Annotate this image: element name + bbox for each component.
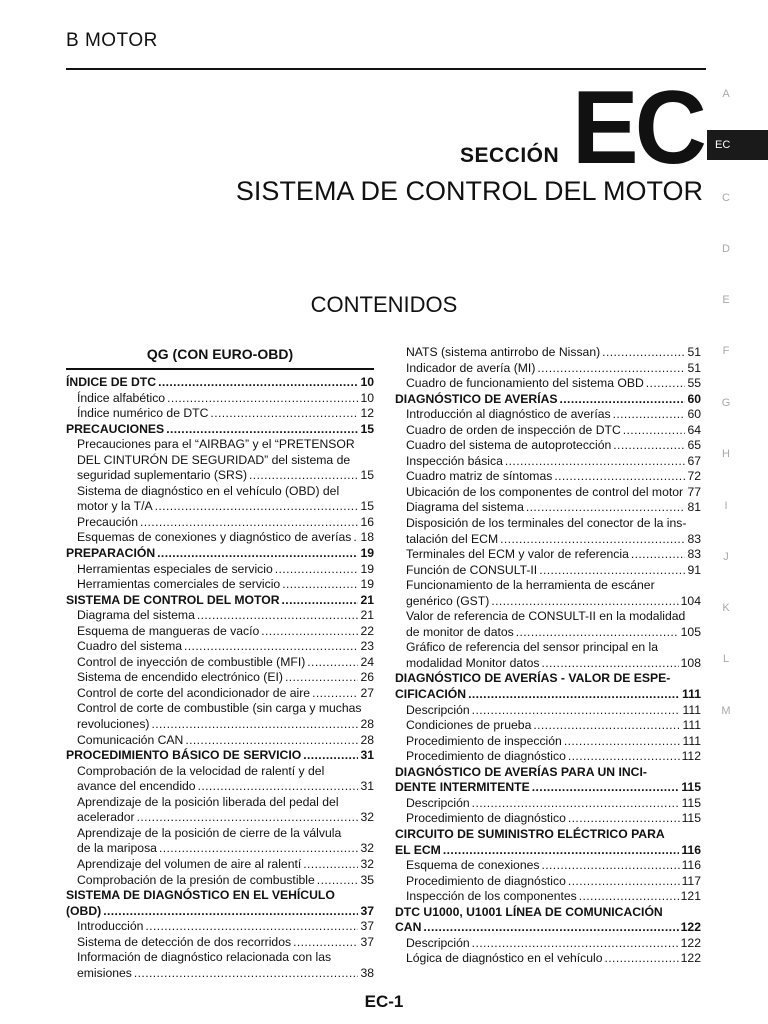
toc-entry-title: Cuadro de funcionamiento del sistema OBD [406, 376, 644, 391]
toc-leader-dots [210, 406, 358, 422]
toc-entry-title: Comprobación de la velocidad de ralentí y del [77, 763, 325, 778]
toc-page-number: 37 [360, 903, 374, 918]
toc-entry-title: CAN [395, 920, 422, 935]
toc-entry[interactable] [66, 437, 374, 484]
toc-leader-dots [159, 841, 358, 857]
toc-entry-title: Inspección de los componentes [406, 889, 577, 904]
toc-page-number: 15 [360, 421, 374, 436]
toc-leader-dots [137, 810, 359, 826]
toc-leader-dots [249, 468, 358, 484]
toc-page-number: 37 [360, 919, 374, 934]
toc-page-number: 60 [687, 407, 701, 422]
toc-leader-dots [197, 608, 359, 624]
toc-leader-dots [151, 717, 358, 733]
toc-entry[interactable] [395, 951, 701, 967]
toc-leader-dots [103, 904, 358, 920]
toc-entry[interactable] [66, 530, 374, 546]
toc-page-number: 26 [360, 670, 374, 685]
toc-page-number: 77 [687, 484, 701, 499]
toc-entry-title: Aprendizaje de la posición de cierre de la válvula [77, 825, 342, 840]
toc-leader-dots [285, 670, 358, 686]
toc-page-number: 18 [360, 530, 374, 545]
toc-entry-title: Esquemas de conexiones y diagnóstico de averías [77, 530, 352, 545]
toc-leader-dots [275, 562, 359, 578]
toc-page-number: 122 [680, 951, 701, 966]
index-tab-j[interactable]: J [723, 551, 729, 563]
toc-entry[interactable] [66, 795, 374, 826]
toc-page-number: 23 [360, 639, 374, 654]
toc-page-number: 112 [681, 749, 701, 764]
toc-page-number: 60 [687, 391, 701, 406]
seccion-label: SECCIÓN [460, 144, 560, 167]
index-tab-ec[interactable]: EC [707, 130, 768, 160]
index-tab-h[interactable]: H [722, 448, 730, 460]
toc-page-number: 122 [680, 920, 701, 935]
toc-entry-title: Cuadro del sistema [77, 639, 182, 654]
toc-leader-dots [155, 499, 359, 515]
toc-entry[interactable] [66, 608, 374, 624]
toc-entry[interactable] [395, 423, 701, 439]
toc-section-heading[interactable] [395, 671, 701, 702]
toc-page-number: 111 [682, 718, 701, 733]
toc-entry-title: EL ECM [395, 842, 441, 857]
toc-leader-dots [184, 639, 358, 655]
toc-page-number: 19 [360, 561, 374, 576]
toc-leader-dots [307, 655, 358, 671]
toc-page-number: 51 [687, 360, 701, 375]
toc-page-number: 122 [680, 935, 701, 950]
toc-entry[interactable] [395, 889, 701, 905]
toc-page-number: 117 [681, 873, 701, 888]
toc-entry[interactable] [66, 764, 374, 795]
toc-leader-dots [554, 469, 685, 485]
index-tab-i[interactable]: I [724, 500, 728, 512]
toc-entry[interactable] [66, 733, 374, 749]
toc-page-number: 32 [360, 856, 374, 871]
toc-entry[interactable] [395, 640, 701, 671]
toc-entry-title: Disposición de los terminales del conector de la ins- [406, 516, 687, 531]
toc-page-number: 28 [360, 717, 374, 732]
toc-entry[interactable] [66, 484, 374, 515]
toc-entry-title: Descripción [406, 935, 470, 950]
toc-page-number: 115 [681, 811, 701, 826]
toc-leader-dots [353, 530, 358, 546]
toc-entry-title: Funcionamiento de la herramienta de escáner [406, 578, 655, 593]
toc-entry-title: (OBD) [66, 903, 102, 918]
toc-page-number: 10 [360, 390, 374, 405]
toc-leader-dots [613, 407, 686, 423]
toc-page-number: 108 [680, 655, 701, 670]
toc-section-heading[interactable] [66, 888, 374, 919]
toc-leader-dots [491, 594, 678, 610]
toc-page-number: 19 [360, 577, 374, 592]
index-tab-l[interactable]: L [722, 653, 730, 665]
toc-entry-title: avance del encendido [77, 779, 196, 794]
toc-leader-dots [158, 375, 358, 391]
toc-page-number: 115 [681, 795, 701, 810]
toc-entry-title: de la mariposa [77, 841, 157, 856]
toc-entry[interactable] [395, 516, 701, 547]
toc-entry[interactable] [395, 811, 701, 827]
toc-page-number: 81 [687, 500, 701, 515]
toc-entry-title: DIAGNÓSTICO DE AVERÍAS - VALOR DE ESPE- [395, 671, 671, 686]
toc-page-number: 15 [360, 468, 374, 483]
group-label: B MOTOR [66, 30, 158, 51]
toc-entry-title: Esquema de conexiones [406, 858, 540, 873]
toc-section-heading[interactable] [395, 827, 701, 858]
toc-entry-title: Sistema de encendido electrónico (EI) [77, 670, 283, 685]
toc-page-number: 15 [360, 499, 374, 514]
toc-entry-title: seguridad suplementario (SRS) [77, 468, 248, 483]
toc-column-left [66, 345, 374, 981]
toc-list-left [66, 375, 374, 981]
toc-leader-dots [537, 361, 685, 377]
toc-leader-dots [303, 748, 358, 764]
toc-entry-title: PRECAUCIONES [66, 421, 165, 436]
toc-leader-dots [526, 500, 686, 516]
toc-page-number: 116 [681, 858, 701, 873]
toc-page-number: 38 [360, 965, 374, 980]
toc-page-number: 21 [360, 608, 374, 623]
toc-entry-title: Lógica de diagnóstico en el vehículo [406, 951, 603, 966]
toc-page-number: 19 [360, 546, 374, 561]
toc-entry-title: PREPARACIÓN [66, 546, 156, 561]
toc-page-number: 116 [681, 842, 701, 857]
toc-leader-dots [500, 532, 685, 548]
toc-entry-title: PROCEDIMIENTO BÁSICO DE SERVICIO [66, 748, 302, 763]
index-tab-m[interactable]: M [721, 705, 731, 717]
toc-section-heading[interactable] [66, 748, 374, 764]
toc-page-number: 10 [360, 375, 374, 389]
toc-entry-title: DIAGNÓSTICO DE AVERÍAS PARA UN INCI- [395, 764, 647, 779]
toc-entry-title: modalidad Monitor datos [406, 655, 540, 670]
toc-leader-dots [145, 919, 358, 935]
toc-leader-dots [541, 858, 679, 874]
toc-leader-dots [472, 703, 681, 719]
toc-entry-title: Terminales del ECM y valor de referencia [406, 547, 629, 562]
toc-entry-title: Aprendizaje del volumen de aire al ralentí [77, 856, 302, 871]
toc-entry-title: Aprendizaje de la posición liberada del pedal del [77, 794, 339, 809]
toc-section-heading[interactable] [395, 765, 701, 796]
toc-entry-title: SISTEMA DE CONTROL DEL MOTOR [66, 592, 280, 607]
toc-entry[interactable] [395, 749, 701, 765]
toc-page-number: 72 [687, 469, 701, 484]
toc-leader-dots [602, 345, 685, 361]
toc-leader-dots [317, 873, 359, 889]
toc-leader-dots [505, 454, 686, 470]
toc-entry-title: talación del ECM [406, 531, 499, 546]
toc-entry-title: Valor de referencia de CONSULT-II en la modalidad [406, 609, 686, 624]
toc-leader-dots [613, 438, 685, 454]
toc-page-number: 35 [360, 872, 374, 887]
toc-leader-dots [539, 563, 685, 579]
section-title: SISTEMA DE CONTROL DEL MOTOR [235, 176, 703, 206]
index-tab-a[interactable]: A [722, 88, 730, 100]
toc-entry-title: Procedimiento de inspección [406, 733, 562, 748]
toc-entry-title: DENTE INTERMITENTE [395, 780, 530, 795]
toc-section-heading[interactable] [395, 392, 701, 408]
toc-entry-title: genérico (GST) [406, 593, 490, 608]
toc-entry[interactable] [395, 874, 701, 890]
toc-entry[interactable] [66, 515, 374, 531]
toc-page-number: 64 [687, 422, 701, 437]
toc-entry-title: DEL CINTURÓN DE SEGURIDAD” del sistema de [77, 452, 351, 467]
toc-entry-title: Procedimiento de diagnóstico [406, 873, 566, 888]
toc-page-number: 121 [680, 889, 701, 904]
toc-entry-title: Herramientas especiales de servicio [77, 561, 273, 576]
toc-page-number: 37 [360, 934, 374, 949]
toc-entry-title: Función de CONSULT-II [406, 562, 538, 577]
toc-entry[interactable] [395, 858, 701, 874]
toc-leader-dots [568, 749, 680, 765]
toc-entry-title: emisiones [77, 965, 132, 980]
toc-leader-dots [560, 392, 686, 408]
toc-entry[interactable] [395, 936, 701, 952]
toc-entry-title: Procedimiento de diagnóstico [406, 811, 566, 826]
toc-leader-dots [443, 843, 680, 859]
toc-page-number: 27 [360, 685, 374, 700]
toc-page-number: 111 [682, 733, 701, 748]
toc-page-number: 83 [687, 531, 701, 546]
index-tab-f[interactable]: F [722, 345, 730, 357]
toc-entry[interactable] [395, 718, 701, 734]
toc-entry-title: revoluciones) [77, 717, 150, 732]
toc-column-right [395, 345, 701, 967]
toc-entry[interactable] [66, 391, 374, 407]
toc-entry-title: DTC U1000, U1001 LÍNEA DE COMUNICACIÓN [395, 904, 663, 919]
toc-entry[interactable] [66, 701, 374, 732]
toc-page-number: 55 [687, 376, 701, 391]
toc-entry[interactable] [395, 485, 701, 501]
toc-page-number: 65 [687, 438, 701, 453]
toc-entry[interactable] [66, 935, 374, 951]
toc-entry[interactable] [66, 670, 374, 686]
toc-leader-dots [134, 966, 359, 982]
toc-entry-title: Descripción [406, 795, 470, 810]
toc-entry-title: Introducción [77, 919, 144, 934]
toc-entry[interactable] [395, 796, 701, 812]
toc-entry[interactable] [66, 577, 374, 593]
toc-leader-dots [261, 624, 358, 640]
toc-leader-dots [541, 656, 678, 672]
toc-entry[interactable] [66, 655, 374, 671]
toc-entry[interactable] [66, 686, 374, 702]
toc-page-number: 83 [687, 547, 701, 562]
index-tab-g[interactable]: G [721, 397, 731, 409]
section-code: EC [572, 70, 704, 186]
toc-entry-title: Sistema de detección de dos recorridos [77, 934, 292, 949]
toc-entry-title: Control de corte del acondicionador de aire [77, 685, 311, 700]
toc-entry-title: Gráfico de referencia del sensor principal en la [406, 640, 659, 655]
toc-entry-title: Ubicación de los componentes de control del motor [406, 484, 684, 499]
toc-entry[interactable] [66, 857, 374, 873]
toc-leader-dots [282, 577, 358, 593]
toc-entry-title: Condiciones de prueba [406, 718, 532, 733]
toc-entry[interactable] [395, 500, 701, 516]
toc-entry-title: Índice numérico de DTC [77, 406, 209, 421]
toc-page-number: 16 [360, 514, 374, 529]
toc-page-number: 91 [687, 562, 701, 577]
toc-page-number: 32 [360, 810, 374, 825]
toc-leader-dots [303, 857, 358, 873]
toc-leader-dots [631, 547, 686, 563]
toc-entry-title: CIFICACIÓN [395, 687, 467, 702]
toc-entry-title: Comunicación CAN [77, 732, 184, 747]
toc-leader-dots [568, 811, 680, 827]
toc-page-number: 111 [682, 687, 701, 702]
toc-leader-dots [579, 889, 679, 905]
toc-leader-dots [312, 686, 358, 702]
toc-leader-dots [472, 936, 679, 952]
toc-entry[interactable] [395, 407, 701, 423]
toc-entry[interactable] [395, 563, 701, 579]
toc-leader-dots [293, 935, 358, 951]
toc-page-number: 111 [682, 702, 701, 717]
toc-entry[interactable] [66, 873, 374, 889]
toc-leader-dots [167, 391, 358, 407]
toc-leader-dots [533, 718, 680, 734]
contents-title: CONTENIDOS [310, 292, 458, 317]
toc-entry-title: ÍNDICE DE DTC [66, 375, 157, 389]
toc-leader-dots [646, 376, 686, 392]
toc-leader-dots [623, 423, 686, 439]
toc-page-number: 24 [360, 654, 374, 669]
toc-entry-title: Herramientas comerciales de servicio [77, 577, 281, 592]
toc-leader-dots [605, 951, 679, 967]
toc-leader-dots [423, 920, 678, 936]
toc-entry-title: Descripción [406, 702, 470, 717]
toc-section-heading[interactable] [66, 546, 374, 562]
toc-page-number: 12 [360, 406, 374, 421]
toc-entry[interactable] [66, 919, 374, 935]
toc-entry-title: CIRCUITO DE SUMINISTRO ELÉCTRICO PARA [395, 826, 665, 841]
toc-leader-dots [472, 796, 680, 812]
toc-section-heading[interactable] [66, 593, 374, 609]
index-tab-c[interactable]: C [722, 192, 730, 204]
toc-page-number: 22 [360, 623, 374, 638]
toc-entry-title: Cuadro de orden de inspección de DTC [406, 422, 621, 437]
toc-group-rule [66, 368, 374, 370]
toc-leader-dots [516, 625, 679, 641]
toc-page-number: 21 [360, 592, 374, 607]
toc-leader-dots [468, 687, 680, 703]
toc-entry-title: Cuadro matriz de síntomas [406, 469, 553, 484]
toc-entry-title: Diagrama del sistema [406, 500, 524, 515]
toc-page-number: 31 [360, 779, 374, 794]
toc-entry[interactable] [395, 734, 701, 750]
toc-entry-title: Control de corte de combustible (sin carga y muchas [77, 701, 362, 716]
toc-entry-title: motor y la T/A [77, 499, 153, 514]
toc-entry-title: SISTEMA DE DIAGNÓSTICO EN EL VEHÍCULO [66, 888, 335, 903]
toc-entry[interactable] [66, 826, 374, 857]
toc-entry[interactable] [66, 624, 374, 640]
toc-entry-title: Control de inyección de combustible (MFI) [77, 654, 306, 669]
toc-entry-title: Precauciones para el “AIRBAG” y el “PRETENSOR [77, 437, 355, 452]
toc-page-number: 28 [360, 732, 374, 747]
toc-entry[interactable] [395, 547, 701, 563]
toc-list-right [395, 345, 701, 967]
toc-entry[interactable] [66, 639, 374, 655]
toc-entry[interactable] [395, 578, 701, 609]
toc-entry-title: Indicador de avería (MI) [406, 360, 536, 375]
toc-entry[interactable] [66, 950, 374, 981]
index-tab-d[interactable]: D [722, 243, 730, 255]
toc-entry-title: Comprobación de la presión de combustible [77, 872, 315, 887]
toc-leader-dots [166, 422, 358, 438]
toc-leader-dots [568, 874, 680, 890]
toc-entry[interactable] [395, 703, 701, 719]
toc-entry[interactable] [395, 469, 701, 485]
toc-leader-dots [157, 546, 358, 562]
toc-entry-title: Sistema de diagnóstico en el vehículo (OBD) del [77, 483, 340, 498]
toc-entry[interactable] [395, 345, 701, 361]
toc-entry-title: Esquema de mangueras de vacío [77, 623, 260, 638]
toc-page-number: 67 [687, 453, 701, 468]
toc-entry-title: Información de diagnóstico relacionada con las [77, 950, 332, 965]
toc-page-number: 31 [360, 748, 374, 763]
toc-page-number: 51 [687, 345, 701, 359]
toc-leader-dots [282, 593, 359, 609]
toc-entry-title: acelerador [77, 810, 135, 825]
toc-entry[interactable] [395, 361, 701, 377]
toc-entry-title: Inspección básica [406, 453, 503, 468]
toc-page-number: 32 [360, 841, 374, 856]
toc-leader-dots [532, 780, 680, 796]
toc-entry-title: Introducción al diagnóstico de averías [406, 407, 611, 422]
toc-entry-title: Precaución [77, 514, 138, 529]
toc-leader-dots [198, 779, 359, 795]
toc-entry[interactable] [395, 454, 701, 470]
toc-page-number: 105 [680, 624, 701, 639]
toc-leader-dots [185, 733, 358, 749]
toc-entry[interactable] [395, 376, 701, 392]
toc-entry[interactable] [66, 406, 374, 422]
toc-leader-dots [140, 515, 358, 531]
toc-entry-title: DIAGNÓSTICO DE AVERÍAS [395, 391, 558, 406]
toc-section-heading[interactable] [66, 375, 374, 391]
toc-entry-title: Índice alfabético [77, 390, 166, 405]
index-tab-k[interactable]: K [722, 602, 730, 614]
toc-entry-title: NATS (sistema antirrobo de Nissan) [406, 345, 601, 359]
toc-leader-dots [564, 734, 681, 750]
toc-group-heading: QG (CON EURO-OBD) [146, 346, 294, 362]
toc-section-heading[interactable] [66, 422, 374, 438]
toc-page-number: 104 [680, 593, 701, 608]
toc-entry-title: de monitor de datos [406, 624, 514, 639]
toc-entry-title: Diagrama del sistema [77, 608, 195, 623]
toc-entry[interactable] [66, 562, 374, 578]
toc-page-number: 115 [681, 780, 701, 795]
toc-entry[interactable] [395, 438, 701, 454]
toc-entry-title: Cuadro del sistema de autoprotección [406, 438, 612, 453]
toc-entry-title: Procedimiento de diagnóstico [406, 749, 566, 764]
page-number: EC-1 [364, 992, 404, 1011]
toc-section-heading[interactable] [395, 905, 701, 936]
index-tab-e[interactable]: E [722, 294, 730, 306]
toc-entry[interactable] [395, 609, 701, 640]
